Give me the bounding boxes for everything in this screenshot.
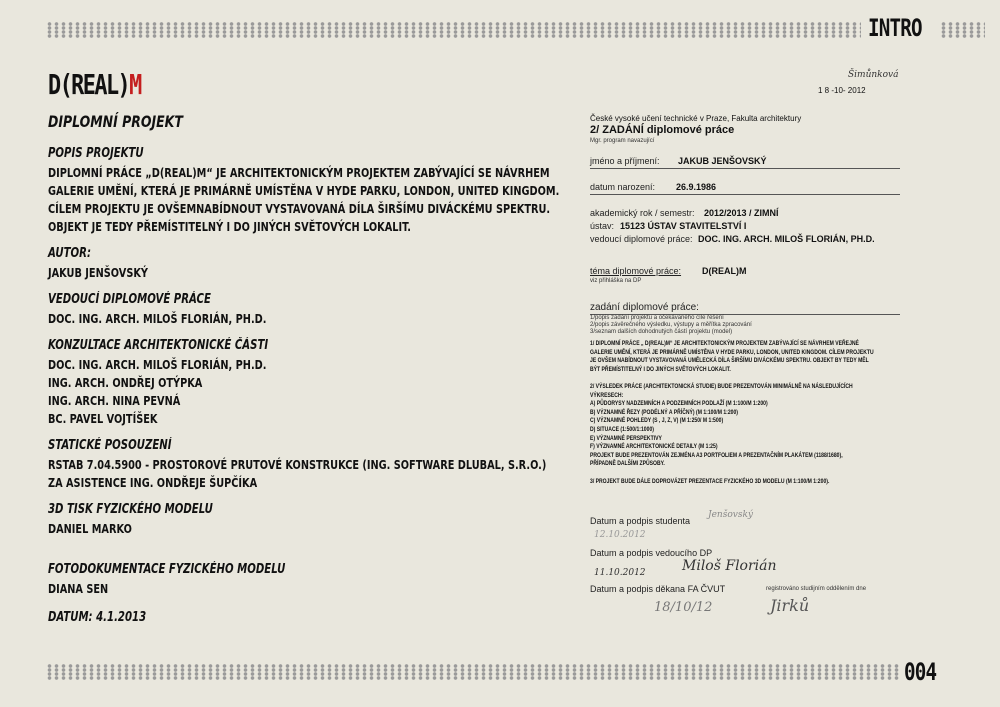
ustav-label: ústav:	[590, 221, 615, 231]
registered-note: registrováno studijním oddělením dne	[766, 586, 867, 592]
stamp-signature: Šimůnková	[848, 70, 899, 80]
konzultace-heading: KONZULTACE ARCHITEKTONICKÉ ČÁSTI	[48, 338, 269, 353]
section-title: INTRO	[868, 14, 922, 42]
zadani-note: 3/seznam dalších dohodnutých částí projektu (model)	[590, 329, 733, 335]
year-label: akademický rok / semestr:	[590, 208, 695, 218]
vedouci-value: DOC. ING. ARCH. MILOŠ FLORIÁN, PH.D.	[698, 234, 875, 244]
institution: České vysoké učení technické v Praze, Fakulta architektury	[590, 114, 802, 123]
form-title: 2/ ZADÁNÍ diplomové práce	[590, 124, 735, 136]
popis-line: GALERIE UMĚNÍ, KTERÁ JE PRIMÁRNĚ UMÍSTĚNA V HYDE PARKU, LONDON, UNITED KINGDOM.	[48, 183, 560, 198]
body-line: A) PŮDORYSY NADZEMNÍCH A PODZEMNÍCH PODLAŽÍ (M 1:100/M 1:200)	[590, 400, 768, 408]
sig-vedouci-date: 11.10.2012	[594, 568, 646, 578]
staticke-heading: STATICKÉ POSOUZENÍ	[48, 438, 172, 453]
stamp-date: 1 8 -10- 2012	[818, 86, 866, 95]
body-line: B) VÝZNAMNÉ ŘEZY (PODÉLNÝ A PŘÍČNÝ) (M 1:100/M 1:200)	[590, 408, 738, 416]
sig-dekan-date: 18/10/12	[654, 600, 713, 615]
sig-student-hand: Jenšovský	[708, 510, 754, 520]
sig-student-date: 12.10.2012	[594, 530, 646, 540]
page-number: 004	[904, 658, 937, 686]
body-line	[590, 469, 832, 478]
zadani-label: zadání diplomové práce:	[590, 302, 699, 313]
tema-value: D(REAL)M	[702, 266, 747, 276]
body-line: F) VÝZNAMNÉ ARCHITEKTONICKÉ DETAILY (M 1:25)	[590, 443, 718, 451]
body-line: C) VÝZNAMNÉ POHLEDY (S , J, Z, V) (M 1:250/ M 1:500)	[590, 417, 724, 425]
top-dot-band	[46, 22, 861, 38]
popis-heading: POPIS PROJEKTU	[48, 146, 144, 161]
datum: DATUM: 4.1.2013	[48, 610, 147, 625]
body-line: E) VÝZNAMNÉ PERSPEKTIVY	[590, 434, 662, 442]
tisk-name: DANIEL MARKO	[48, 521, 132, 536]
vedouci-label: vedoucí diplomové práce:	[590, 234, 693, 244]
staticke-item: RSTAB 7.04.5900 - PROSTOROVÉ PRUTOVÉ KONSTRUKCE (ING. SOFTWARE DLUBAL, S.R.O.)	[48, 457, 547, 472]
vedouci-name: DOC. ING. ARCH. MILOŠ FLORIÁN, PH.D.	[48, 311, 267, 326]
bottom-dot-band	[46, 664, 901, 680]
popis-line: OBJEKT JE TEDY PŘEMÍSTITELNÝ I DO JINÝCH SVĚTOVÝCH LOKALIT.	[48, 219, 412, 234]
tisk-heading: 3D TISK FYZICKÉHO MODELU	[48, 502, 213, 517]
sig-student-label: Datum a podpis studenta	[590, 516, 691, 526]
assignment-body	[590, 340, 900, 486]
autor-name: JAKUB JENŠOVSKÝ	[48, 265, 148, 280]
konzultace-item: ING. ARCH. ONDŘEJ OTÝPKA	[48, 375, 203, 390]
sig-vedouci-label: Datum a podpis vedoucího DP	[590, 548, 713, 558]
vedouci-heading: VEDOUCÍ DIPLOMOVÉ PRÁCE	[48, 292, 211, 307]
body-line: BÝT PŘEMÍSTITELNÝ I DO JINÝCH SVĚTOVÝCH LOKALIT.	[590, 365, 731, 373]
body-line: PROJEKT BUDE PREZENTOVÁN ZEJMÉNA A3 PORTFOLIEM A PREZENTAČNÍM PLAKÁTEM (1188/1680),	[590, 451, 843, 459]
project-title: DIPLOMNÍ PROJEKT	[48, 112, 183, 131]
konzultace-item: DOC. ING. ARCH. MILOŠ FLORIÁN, PH.D.	[48, 357, 267, 372]
logo-main: D(REAL)	[48, 68, 130, 101]
foto-name: DIANA SEN	[48, 581, 109, 596]
dob-label: datum narození:	[590, 182, 656, 192]
body-line: 3/ PROJEKT BUDE DÁLE DOPROVÁZET PREZENTACE FYZICKÉHO 3D MODELU (M 1:100/M 1:200).	[590, 477, 830, 485]
sig-vedouci-hand: Miloš Florián	[682, 558, 777, 574]
konzultace-item: BC. PAVEL VOJTÍŠEK	[48, 411, 158, 426]
ustav-value: 15123 ÚSTAV STAVITELSTVÍ I	[620, 221, 747, 231]
body-line	[590, 374, 832, 383]
body-line: D) SITUACE (1:500/1:1000)	[590, 425, 654, 433]
top-dot-band-right	[940, 22, 985, 38]
sig-dekan-hand: Jirků	[770, 596, 810, 615]
name-label: jméno a příjmení:	[590, 156, 660, 166]
staticke-item: ZA ASISTENCE ING. ONDŘEJE ŠUPČÍKA	[48, 475, 258, 490]
year-value: 2012/2013 / ZIMNÍ	[704, 208, 779, 218]
zadani-note: 2/popis závěrečného výsledku, výstupy a měřítka zpracování	[590, 322, 752, 328]
sig-dekan-label: Datum a podpis děkana FA ČVUT	[590, 584, 726, 594]
popis-line: DIPLOMNÍ PRÁCE „D(REAL)M“ JE ARCHITEKTONICKÝM PROJEKTEM ZABÝVAJÍCÍ SE NÁVRHEM	[48, 165, 550, 180]
dob-value: 26.9.1986	[676, 182, 717, 192]
konzultace-item: ING. ARCH. NINA PEVNÁ	[48, 393, 181, 408]
body-line: VÝKRESECH:	[590, 391, 624, 399]
tema-label: téma diplomové práce:	[590, 266, 682, 276]
popis-line: CÍLEM PROJEKTU JE OVŠEMNABÍDNOUT VYSTAVOVANÁ DÍLA ŠIRŠÍMU DIVÁCKÉMU SPEKTRU.	[48, 201, 551, 216]
program: Mgr. program navazující	[590, 138, 655, 144]
zadani-note: 1/popis zadání projektu a očekávaného cíle řešení	[590, 315, 724, 321]
body-line: JE OVŠEM NABÍDNOUT VYSTAVOVANÁ UMĚLECKÁ DÍLA ŠIRŠÍMU DIVÁCKÉMU SPEKTRU. OBJEKT BY TEDY MĚL	[590, 357, 869, 365]
autor-heading: AUTOR:	[48, 246, 92, 261]
body-line: 2/ VÝSLEDEK PRÁCE (ARCHITEKTONICKÁ STUDIE) BUDE PREZENTOVÁN MINIMÁLNĚ NA NÁSLEDUJÍCÍCH	[590, 382, 853, 390]
tema-note: viz přihláška na DP	[590, 278, 642, 284]
body-line: GALERIE UMĚNÍ, KTERÁ JE PRIMÁRNĚ UMÍSTĚNA V HYDE PARKU, LONDON, UNITED KINGDOM. CÍLEM PROJEKTU	[590, 348, 874, 356]
logo-m: M	[129, 68, 141, 101]
project-info	[48, 112, 560, 628]
name-value: JAKUB JENŠOVSKÝ	[678, 156, 767, 166]
foto-heading: FOTODOKUMENTACE FYZICKÉHO MODELU	[48, 562, 286, 577]
logo	[48, 68, 141, 101]
body-line: PŘÍPADNĚ DALŠÍMI ZPŮSOBY.	[590, 460, 665, 468]
assignment-form	[590, 70, 910, 632]
body-line: 1/ DIPLOMNÍ PRÁCE „ D(REAL)M“ JE ARCHITEKTONICKÝM PROJEKTEM ZABÝVAJÍCÍ SE NÁVRHEM VEŘEJNÉ	[590, 340, 859, 347]
